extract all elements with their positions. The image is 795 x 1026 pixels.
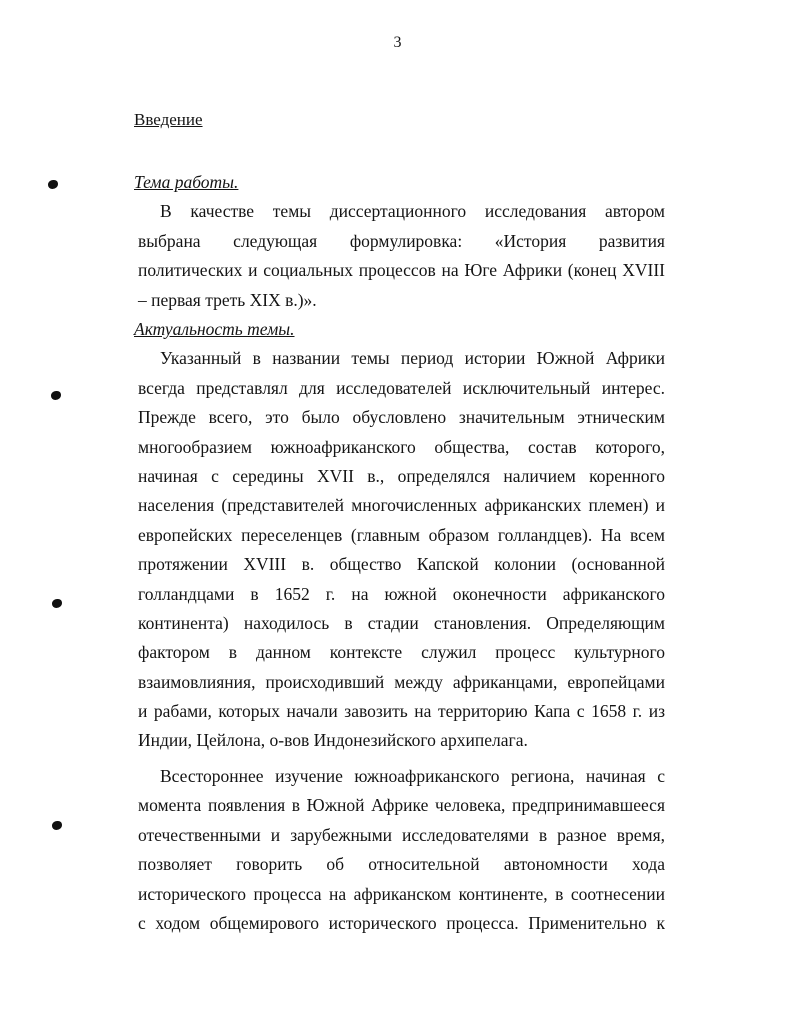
text-line: голландцами в 1652 г. на южной оконечности африканского: [138, 583, 665, 604]
text-line: континента) находилось в стадии становления. Определяющим: [138, 612, 665, 633]
text-line: выбрана следующая формулировка: «История развития: [138, 230, 665, 251]
text-line: с ходом общемирового исторического процесса. Применительно к: [138, 912, 665, 933]
text-line: многообразием южноафриканского общества, состав которого,: [138, 436, 665, 457]
text-line: позволяет говорить об относительной автономности хода: [138, 854, 665, 875]
text-line: Указанный в названии темы период истории Южной Африки: [160, 348, 665, 369]
section-topic-subhead: Тема работы.: [134, 172, 239, 192]
text-line: политических и социальных процессов на Юге Африки (конец XVIII: [138, 260, 665, 281]
section-continuation: [138, 762, 665, 938]
text-line: – первая треть XIX в.)».: [138, 289, 317, 310]
text-line: момента появления в Южной Африке человека, предпринимавшееся: [138, 795, 665, 816]
margin-mark: [52, 821, 62, 830]
page-number: 3: [393, 34, 402, 51]
text-line: исторического процесса на африканском континенте, в соотнесении: [138, 883, 665, 904]
text-line: взаимовлияния, происходивший между африканцами, европейцами: [138, 671, 665, 692]
margin-mark: [52, 599, 62, 608]
text-line: европейских переселенцев (главным образом голландцев). На всем: [138, 524, 665, 545]
text-line: и рабами, которых начали завозить на территорию Капа с 1658 г. из: [138, 701, 665, 722]
text-line: Всестороннее изучение южноафриканского региона, начиная с: [160, 766, 665, 786]
text-line: В качестве темы диссертационного исследования автором: [160, 201, 665, 222]
text-line: протяжении XVIII в. общество Капской колонии (основанной: [138, 554, 665, 575]
text-line: начиная с середины XVII в., определялся наличием коренного: [138, 465, 665, 486]
section-relevance-subhead: Актуальность темы.: [134, 319, 295, 339]
section-topic: [134, 168, 665, 315]
text-line: всегда представлял для исследователей исключительный интерес.: [138, 377, 665, 398]
page-heading: Введение: [134, 110, 203, 129]
margin-mark: [48, 180, 58, 189]
section-relevance: [134, 315, 665, 756]
text-line: населения (представителей многочисленных африканских племен) и: [138, 495, 665, 516]
text-line: отечественными и зарубежными исследователями в разное время,: [138, 824, 665, 845]
text-line: Индии, Цейлона, о-вов Индонезийского архипелага.: [138, 730, 528, 751]
text-line: Прежде всего, это было обусловлено значительным этническим: [138, 407, 665, 428]
margin-mark: [51, 391, 61, 400]
text-line: фактором в данном контексте служил процесс культурного: [138, 642, 665, 663]
